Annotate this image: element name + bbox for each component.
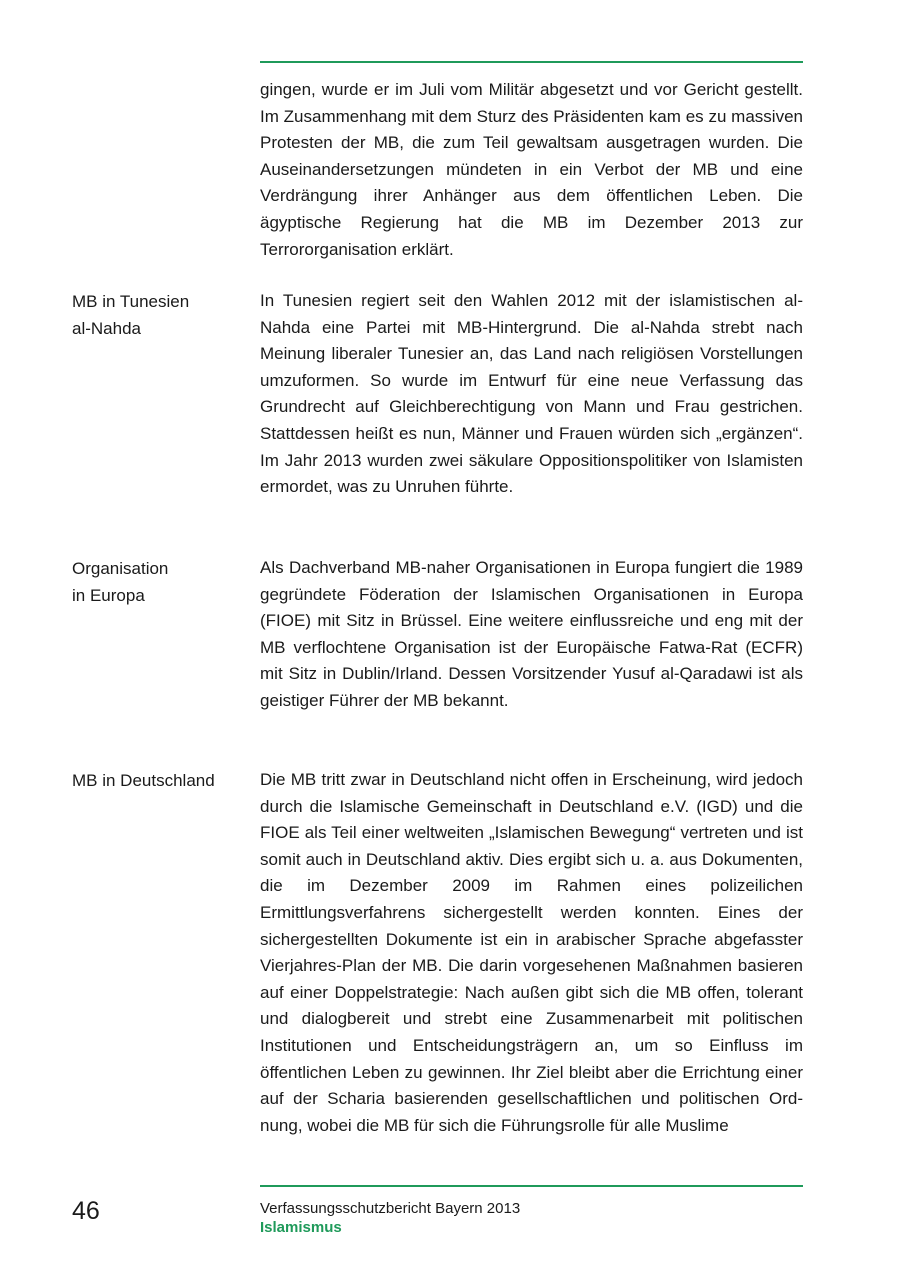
body-paragraph: In Tunesien regiert seit den Wahlen 2012 mit der islamistischen al-Nahda eine Partei mit MB-Hintergrund. Die al-Nahda strebt nach Meinung liberaler Tunesier an, das Land nach religiösen Vorstellungen umzuformen. So wurde im Entwurf für eine neue Verfassung das Grundrecht auf Gleichberechtigung von Mann und Frau gestrichen. Stattdessen heißt es nun, Männer und Frauen würden sich „ergänzen“. Im Jahr 2013 wurden zwei säkulare Oppositionspolitiker von Islamisten ermordet, was zu Unruhen führte. [260,291,803,497]
bottom-divider [260,1185,803,1187]
margin-label [72,767,252,794]
margin-label-line: in Europa [72,586,145,605]
body-paragraph: gingen, wurde er im Juli vom Militär abgesetzt und vor Gericht gestellt. Im Zusammenhang mit dem Sturz des Präsidenten kam es zu massiven Protesten der MB, die zum Teil gewaltsam ausgetragen wurden. Die Auseinandersetzungen mündeten in ein Verbot der MB und eine Verdrängung ihrer Anhänger aus dem öffentlichen Leben. Die ägyptische Regierung hat die MB im Dezember 2013 zur Terrororganisation erklärt. [260,80,803,259]
body-paragraph: Die MB tritt zwar in Deutschland nicht offen in Erscheinung, wird jedoch durch die Islamische Gemeinschaft in Deutschland e.V. (IGD) und die FIOE als Teil einer weltweiten „Islamischen Bewegung“ vertreten und ist somit auch in Deutschland aktiv. Dies ergibt sich u. a. aus Dokumenten, die im Dezember 2009 im Rahmen eines polizeilichen Ermittlungsverfahrens sichergestellt werden konnten. Eines der sichergestellten Dokumente ist ein in arabischer Sprache abgefasster Vierjahres-Plan der MB. Die darin vorgesehenen Maßnahmen basieren auf einer Doppelstrategie: Nach außen gibt sich die MB offen, tolerant und dialogbereit und strebt eine Zusammenarbeit mit politischen Institutionen und Entscheidungsträgern an, um so Einfluss im öffentlichen Leben zu gewinnen. Ihr Ziel bleibt aber die Errichtung einer auf der Scharia basierenden gesellschaftlichen und politischen Ordnung, wobei die MB für sich die Führungsrolle für alle Muslime [260,770,803,1135]
footer-chapter: Islamismus [260,1219,342,1236]
top-divider [260,61,803,63]
margin-label-line: al-Nahda [72,319,141,338]
footer-title: Verfassungsschutzbericht Bayern 2013 [260,1200,521,1217]
body-paragraph: Als Dachverband MB-naher Organisationen in Europa fungiert die 1989 gegründete Föderation der Islamischen Organisationen in Europa (FIOE) mit Sitz in Brüssel. Eine weitere einflussreiche und eng mit der MB verflochtene Organisation ist der Europäische Fatwa-Rat (ECFR) mit Sitz in Dublin/Irland. Dessen Vorsitzender Yusuf al-Qaradawi ist als geistiger Führer der MB bekannt. [260,558,803,710]
margin-label [72,555,252,609]
margin-label [72,288,252,342]
running-footer [260,1199,803,1237]
page-number: 46 [72,1197,100,1225]
margin-label-line: Organisation [72,559,169,578]
margin-label-line: MB in Deutschland [72,771,215,790]
margin-label-line: MB in Tunesien [72,292,190,311]
